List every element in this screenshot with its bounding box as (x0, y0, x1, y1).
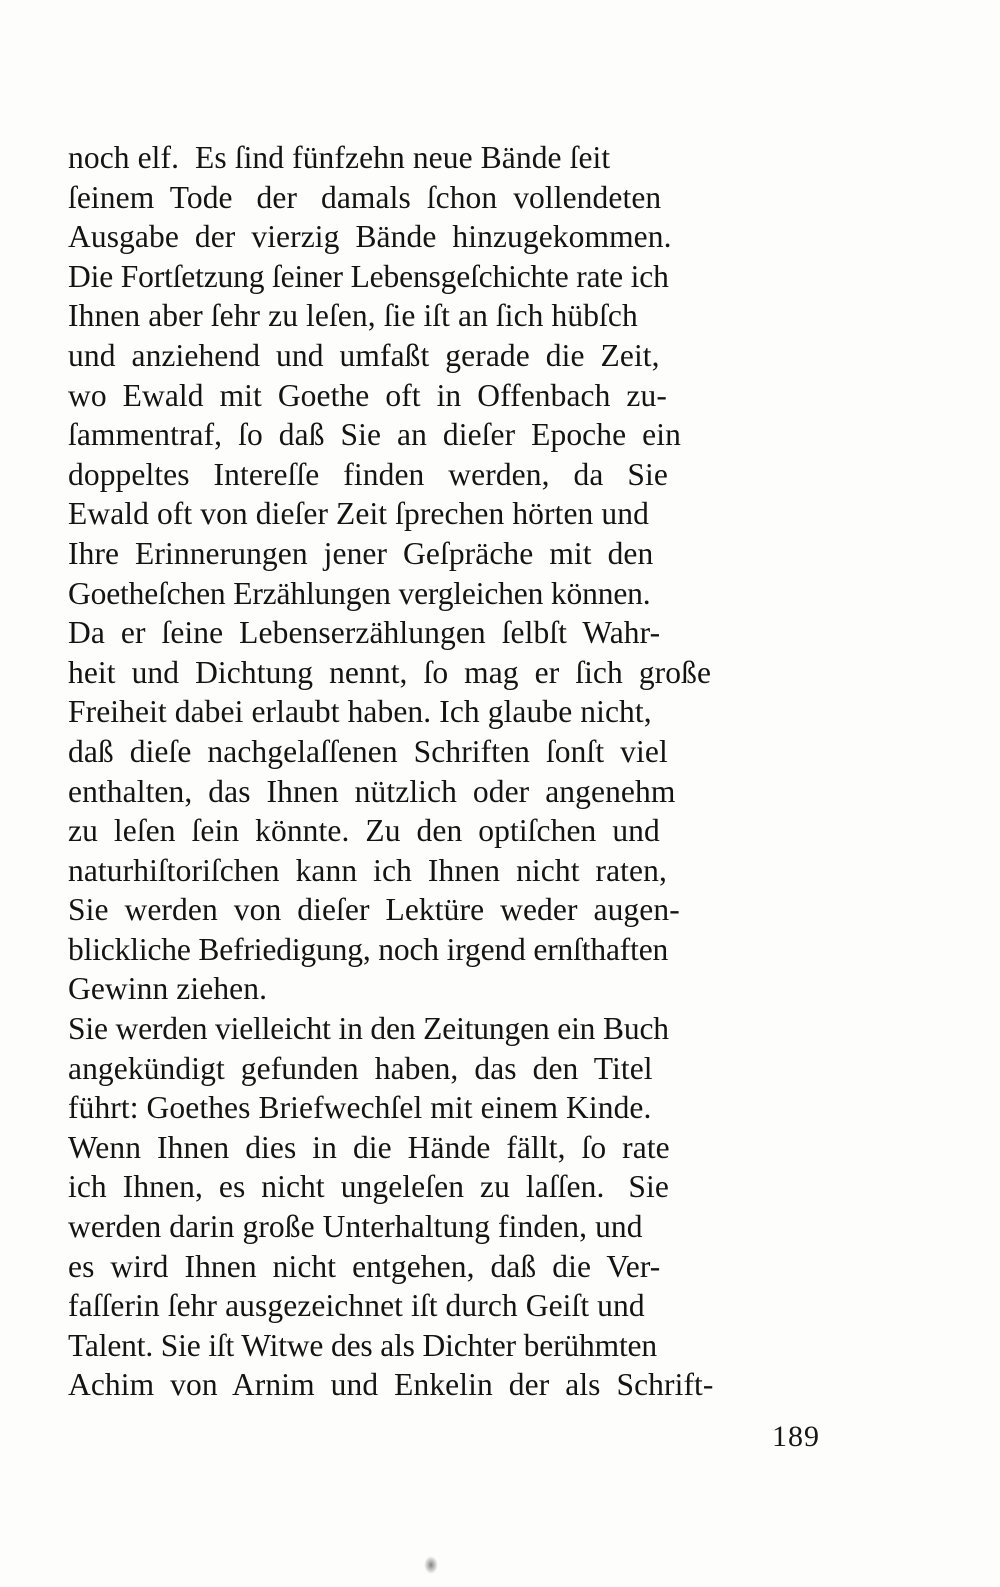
text-line: es wird Ihnen nicht entgehen, daß die Ver- (68, 1248, 661, 1284)
text-line: doppeltes Intereſſe finden werden, da Sie (68, 456, 668, 492)
text-line: Goetheſchen Erzählungen vergleichen können. (68, 575, 651, 611)
text-line: noch elf. Es ſind fünfzehn neue Bände ſeit (68, 140, 611, 175)
text-line: naturhiſtoriſchen kann ich Ihnen nicht raten, (68, 852, 667, 888)
text-line: ſammentraf, ſo daß Sie an dieſer Epoche ein (68, 417, 681, 453)
page-number: 189 (772, 1420, 820, 1453)
text-line: Ihnen aber ſehr zu leſen, ſie iſt an ſich hübſch (68, 298, 638, 334)
text-line: zu leſen ſein könnte. Zu den optiſchen und (68, 813, 660, 849)
text-line: Die Fortſetzung ſeiner Lebensgeſchichte rate ich (68, 258, 669, 294)
text-line: Freiheit dabei erlaubt haben. Ich glaube nicht, (68, 694, 652, 730)
paragraph-1 (68, 138, 820, 1009)
text-line: Talent. Sie iſt Witwe des als Dichter berühmten (68, 1327, 657, 1363)
text-line: Sie werden vielleicht in den Zeitungen ein Buch (68, 1011, 669, 1047)
text-line: Achim von Arnim und Enkelin der als Schrift- (68, 1367, 714, 1403)
text-line: daß dieſe nachgelaſſenen Schriften ſonſt viel (68, 733, 668, 769)
text-line: Wenn Ihnen dies in die Hände fällt, ſo rate (68, 1129, 670, 1165)
page-smudge-mark (424, 1556, 438, 1574)
paragraph-2 (68, 1009, 820, 1405)
text-line: Sie werden von dieſer Lektüre weder augen- (68, 892, 680, 928)
body-text (68, 138, 820, 1405)
text-line: wo Ewald mit Goethe oft in Offenbach zu- (68, 377, 667, 413)
text-line: angekündigt gefunden haben, das den Titel (68, 1050, 653, 1086)
text-line: und anziehend und umfaßt gerade die Zeit, (68, 337, 660, 373)
text-line: ich Ihnen, es nicht ungeleſen zu laſſen. Sie (68, 1169, 669, 1205)
text-line: Gewinn ziehen. (68, 971, 268, 1007)
text-line: ſeinem Tode der damals ſchon vollendeten (68, 179, 662, 215)
text-line: werden darin große Unterhaltung finden, und (68, 1209, 643, 1245)
text-line: Da er ſeine Lebenserzählungen ſelbſt Wahr- (68, 615, 661, 651)
text-line: heit und Dichtung nennt, ſo mag er ſich große (68, 654, 712, 690)
text-line: Ihre Erinnerungen jener Geſpräche mit den (68, 535, 654, 571)
text-line: blickliche Befriedigung, noch irgend ernſthaften (68, 931, 669, 967)
text-line: enthalten, das Ihnen nützlich oder angenehm (68, 773, 676, 809)
text-line: Ewald oft von dieſer Zeit ſprechen hörten und (68, 496, 649, 532)
text-line: faſſerin ſehr ausgezeichnet iſt durch Geiſt und (68, 1288, 645, 1324)
text-line: führt: Goethes Briefwechſel mit einem Kinde. (68, 1090, 652, 1126)
text-line: Ausgabe der vierzig Bände hinzugekommen. (68, 219, 672, 255)
